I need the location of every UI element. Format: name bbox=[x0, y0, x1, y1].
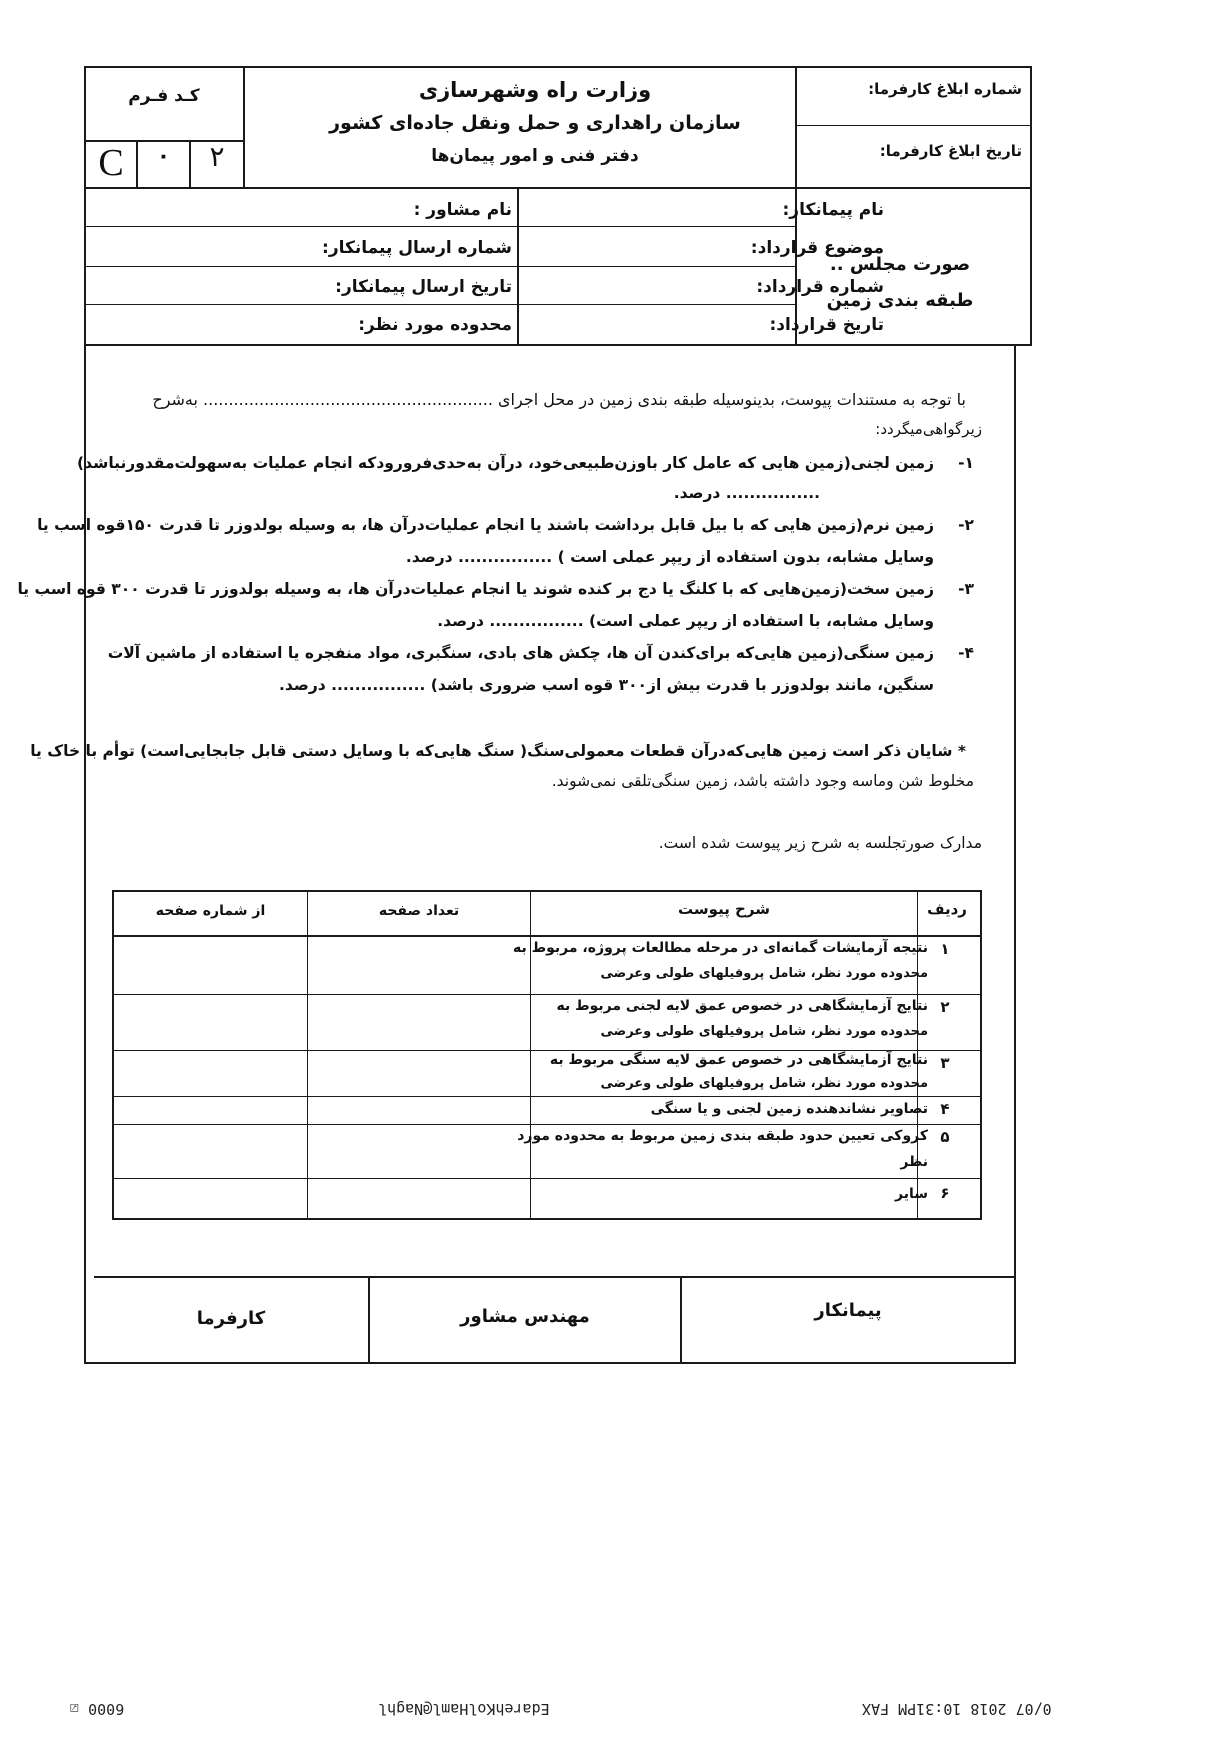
table-header-page-count: تعداد صفحه bbox=[378, 903, 460, 919]
intro-line1: با توجه به مستندات پیوست، بدینوسیله طبقه بندی زمین در محل اجرای ......................................................... به‌شرح bbox=[152, 390, 966, 409]
item-1-number: ۱- bbox=[958, 454, 974, 472]
item-2-line1: زمین نرم(زمین هایی که با بیل قابل برداشت باشند یا انجام عملیات‌درآن ها، به وسیله بولدوزر تا قدرت ۱۵۰قوه اسب یا bbox=[37, 516, 934, 534]
table-header-from-page: از شماره صفحه bbox=[155, 903, 266, 919]
area-of-interest-field[interactable]: محدوده مورد نظر: bbox=[358, 315, 512, 335]
fax-footer-left: 6000 ☑ bbox=[70, 1700, 125, 1718]
note-line1: * شایان ذکر است زمین هایی‌که‌درآن قطعات معمولی‌سنگ( سنگ هایی‌که با وسایل دستی قابل جابجایی‌است) توأم با خاک یا bbox=[30, 742, 966, 760]
ministry-name: وزارت راه وشهرسازی bbox=[418, 78, 652, 102]
form-code-cell-c: C bbox=[98, 142, 124, 184]
item-2-line2[interactable]: وسایل مشابه، بدون استفاده از ریپر عملی است ) ................ درصد. bbox=[405, 548, 934, 566]
row-description-line: تصاویر نشاندهنده زمین لجنی و یا سنگی bbox=[650, 1101, 928, 1117]
contractor-name-field[interactable]: نام پیمانکار: bbox=[782, 200, 884, 220]
row-description-line: سایر bbox=[895, 1186, 928, 1202]
contract-number-field[interactable]: شماره قرارداد: bbox=[756, 277, 884, 297]
row-description-line: محدوده مورد نظر، شامل پروفیلهای طولی وعرضی bbox=[600, 1024, 928, 1039]
signature-consultant[interactable]: مهندس مشاور bbox=[460, 1306, 590, 1327]
office-name: دفتر فنی و امور پیمان‌ها bbox=[431, 146, 639, 166]
row-number: ۱ bbox=[940, 940, 950, 958]
row-description-line: محدوده مورد نظر، شامل پروفیلهای طولی وعرضی bbox=[600, 1076, 928, 1091]
contract-date-field[interactable]: تاریخ قرارداد: bbox=[769, 315, 884, 335]
employer-notice-date: تاریخ ابلاغ کارفرما: bbox=[879, 142, 1022, 160]
row-description-line: نتایج آزمایشگاهی در خصوص عمق لایه سنگی مربوط به bbox=[549, 1052, 928, 1068]
row-description-line: نتایج آزمایشگاهی در خصوص عمق لایه لجنی مربوط به bbox=[556, 998, 928, 1014]
note-line2: مخلوط شن وماسه وجود داشته باشد، زمین سنگی‌تلقی نمی‌شوند. bbox=[551, 772, 974, 790]
form-code-label: کـد فـرم bbox=[128, 86, 200, 106]
row-number: ۳ bbox=[940, 1054, 950, 1072]
contractor-send-number-field[interactable]: شماره ارسال پیمانکار: bbox=[322, 238, 512, 258]
item-3-line1: زمین سخت(زمین‌هایی که با کلنگ یا دج بر کنده شوند یا انجام عملیات‌درآن ها، به وسیله بولدوزر تا قدرت ۳۰۰ قوه اسب یا bbox=[17, 580, 934, 598]
item-2-number: ۲- bbox=[958, 516, 974, 534]
form-code-cell-0: ۰ bbox=[156, 144, 171, 169]
document-title-line1: صورت مجلس .. bbox=[829, 254, 971, 275]
intro-line2: زیرگواهی‌میگردد: bbox=[875, 420, 982, 438]
row-number: ۲ bbox=[940, 998, 950, 1016]
body-frame-bottom bbox=[84, 1362, 1016, 1364]
employer-notice-number: شماره ابلاغ کارفرما: bbox=[868, 80, 1022, 98]
item-3-line2[interactable]: وسایل مشابه، با استفاده از ریپر عملی است) ................ درصد. bbox=[437, 612, 934, 630]
signature-contractor[interactable]: پیمانکار bbox=[814, 1300, 882, 1321]
item-1-line2[interactable]: ................ درصد. bbox=[673, 484, 820, 502]
row-number: ۶ bbox=[940, 1184, 950, 1202]
table-header-description: شرح پیوست bbox=[678, 900, 770, 918]
body-frame-left bbox=[84, 346, 86, 1364]
row-description-line: نتیجه آزمایشات گمانه‌ای در مرحله مطالعات پروژه، مربوط به bbox=[512, 940, 928, 956]
item-3-number: ۳- bbox=[958, 580, 974, 598]
fax-footer-center: EdarehKolHaml@Naghl bbox=[378, 1700, 550, 1718]
consultant-name-field[interactable]: نام مشاور : bbox=[413, 200, 512, 220]
row-number: ۵ bbox=[940, 1128, 950, 1146]
form-code-cell-2: ۲ bbox=[209, 140, 225, 173]
row-description-line: کروکی تعیین حدود طبقه بندی زمین مربوط به محدوده مورد bbox=[517, 1128, 928, 1144]
body-frame-right bbox=[1014, 346, 1016, 1364]
attachments-intro: مدارک صورتجلسه به شرح زیر پیوست شده است. bbox=[658, 834, 982, 852]
item-1-line1: زمین لجنی(زمین هایی که عامل کار باوزن‌طبیعی‌خود، درآن به‌حدی‌فرورودکه انجام عملیات به‌سهولت‌مقدورنباشد) bbox=[77, 454, 934, 472]
row-description-line: محدوده مورد نظر، شامل پروفیلهای طولی وعرضی bbox=[600, 966, 928, 981]
item-4-number: ۴- bbox=[958, 644, 974, 662]
item-4-line1: زمین سنگی(زمین هایی‌که برای‌کندن آن ها، چکش های بادی، سنگبری، مواد منفجره یا استفاده از ماشین آلات bbox=[107, 644, 934, 662]
organization-name: سازمان راهداری و حمل ونقل جاده‌ای کشور bbox=[329, 112, 741, 134]
item-4-line2[interactable]: سنگین، مانند بولدوزر با قدرت بیش از۳۰۰ قوه اسب ضروری باشد) ................ درصد. bbox=[279, 676, 934, 694]
contractor-send-date-field[interactable]: تاریخ ارسال پیمانکار: bbox=[335, 277, 512, 297]
row-number: ۴ bbox=[940, 1100, 950, 1118]
fax-footer-right: 0/07 2018 10:31PM FAX bbox=[862, 1700, 1052, 1718]
contract-subject-field[interactable]: موضوع قرارداد: bbox=[750, 238, 884, 258]
table-header-row: ردیف bbox=[927, 900, 967, 918]
document-title-line2: طبقه بندی زمین bbox=[826, 290, 974, 311]
row-description-line: نظر bbox=[900, 1154, 928, 1170]
signature-employer[interactable]: کارفرما bbox=[196, 1308, 266, 1329]
